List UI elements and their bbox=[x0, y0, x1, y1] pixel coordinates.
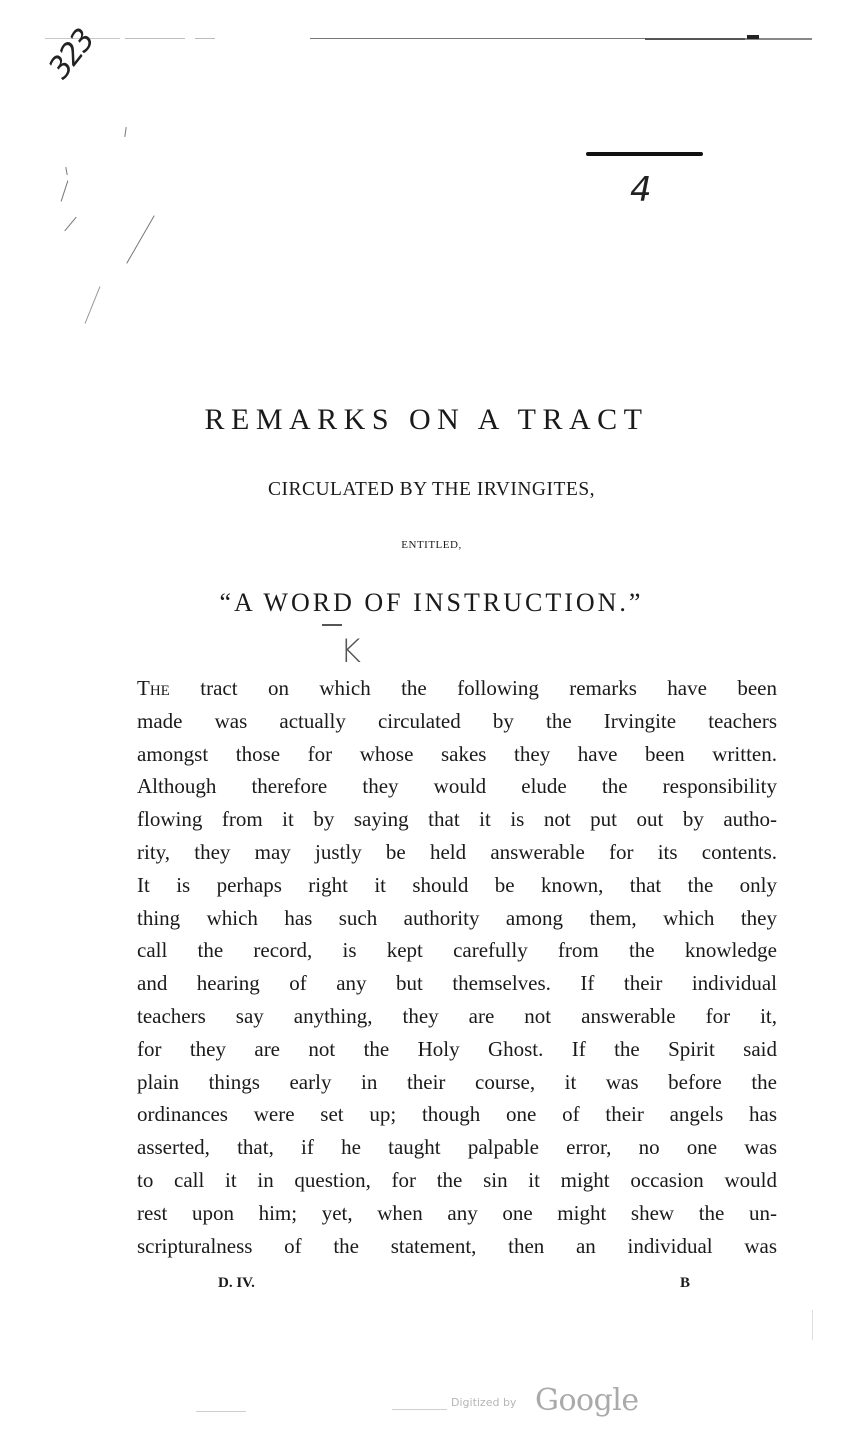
body-line: The tract on which the following remarks have been bbox=[137, 676, 777, 700]
body-line: call the record, is kept carefully from the knowledge bbox=[137, 938, 777, 963]
pencil-dash bbox=[322, 624, 342, 626]
title-main: REMARKS ON A TRACT bbox=[204, 403, 649, 436]
body-line: teachers say anything, they are not answerable for it, bbox=[137, 1003, 777, 1028]
drop-word: The bbox=[137, 676, 170, 700]
google-watermark: Google bbox=[535, 1383, 639, 1418]
body-line: Although therefore they would elude the responsibility bbox=[137, 774, 777, 799]
page-edge-mark bbox=[812, 1310, 813, 1340]
body-line: rest upon him; yet, when any one might shew the un- bbox=[137, 1200, 777, 1225]
body-line: amongst those for whose sakes they have been written. bbox=[137, 741, 777, 766]
body-line: to call it in question, for the sin it might occasion would bbox=[137, 1167, 777, 1192]
body-line: plain things early in their course, it was before the bbox=[137, 1069, 777, 1094]
pencil-stroke bbox=[64, 217, 76, 231]
title-entitled: ENTITLED, bbox=[401, 539, 462, 551]
body-line: made was actually circulated by the Irvingite teachers bbox=[137, 708, 777, 733]
body-line: It is perhaps right it should be known, that the only bbox=[137, 872, 777, 897]
body-line: rity, they may justly be held answerable for its contents. bbox=[137, 839, 777, 864]
pencil-stroke bbox=[65, 167, 67, 175]
scan-dash bbox=[196, 1411, 246, 1412]
title-subtitle: CIRCULATED BY THE IRVINGITES, bbox=[267, 479, 596, 500]
shelf-mark-annotation: 323 bbox=[42, 23, 102, 86]
pencil-stroke bbox=[126, 215, 154, 263]
pencil-stroke bbox=[61, 180, 69, 201]
item-number-annotation: 4 bbox=[630, 170, 652, 210]
body-line: flowing from it by saying that it is not put out by autho- bbox=[137, 807, 777, 832]
pencil-stroke bbox=[124, 127, 126, 137]
body-line: asserted, that, if he taught palpable error, no one was bbox=[137, 1135, 777, 1160]
signature-mark: D. IV. bbox=[218, 1275, 255, 1291]
body-line: and hearing of any but themselves. If their individual bbox=[137, 971, 777, 996]
letter-mark-annotation: K bbox=[340, 632, 361, 670]
pencil-stroke bbox=[85, 286, 101, 323]
top-scan-rule bbox=[45, 38, 812, 41]
tract-name: “A WORD OF INSTRUCTION.” bbox=[219, 588, 644, 617]
body-paragraph bbox=[137, 672, 777, 1262]
body-line: thing which has such authority among them, which they bbox=[137, 905, 777, 930]
handwritten-rule bbox=[586, 152, 703, 156]
body-line: for they are not the Holy Ghost. If the Spirit said bbox=[137, 1036, 777, 1061]
digitized-by-label: Digitized by bbox=[451, 1396, 517, 1409]
body-line: scripturalness of the statement, then an individual was bbox=[137, 1233, 777, 1258]
signature-letter: B bbox=[680, 1275, 691, 1291]
scan-dash bbox=[392, 1409, 447, 1410]
body-line: ordinances were set up; though one of their angels has bbox=[137, 1102, 777, 1127]
